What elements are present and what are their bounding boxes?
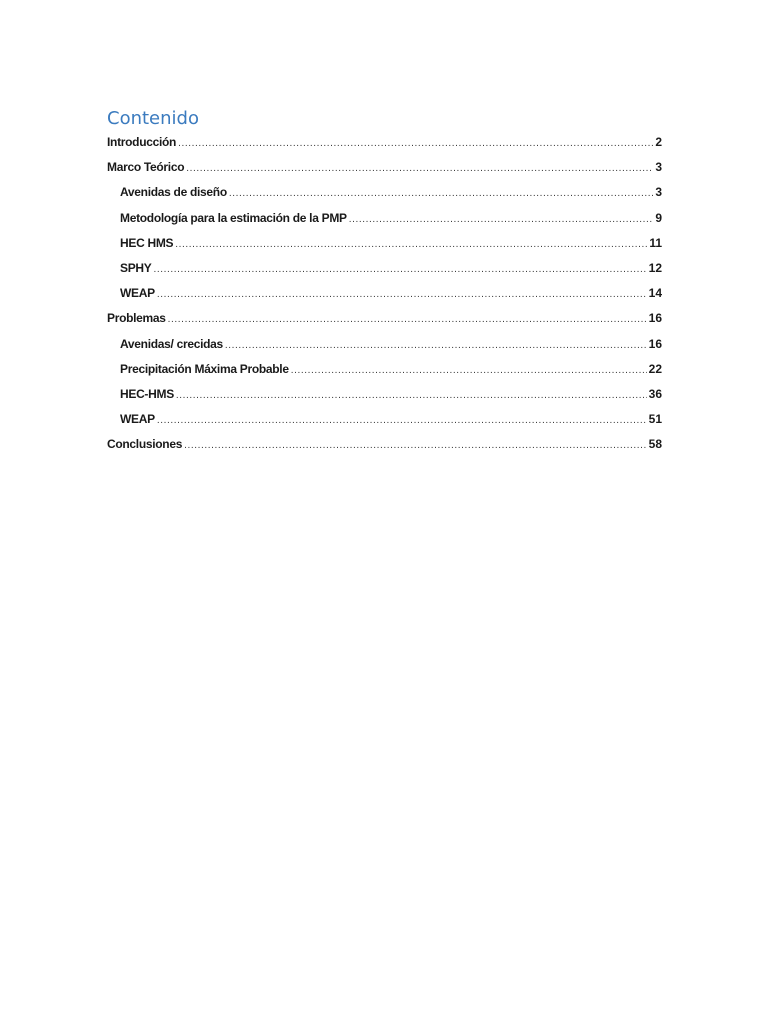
toc-entry-page: 9 xyxy=(655,210,662,225)
toc-entry-page: 36 xyxy=(648,386,662,401)
toc-entry-weap[interactable] xyxy=(107,281,662,306)
toc-entry-sphy[interactable] xyxy=(107,256,662,281)
toc-entry-marco-teorico[interactable] xyxy=(107,155,662,180)
toc-title: Contenido xyxy=(107,108,199,129)
toc-entry-hec-hms-problem[interactable] xyxy=(107,382,662,407)
toc-dot-leader xyxy=(225,332,647,358)
toc-entry-label: WEAP xyxy=(120,412,155,427)
toc-entry-label: HEC-HMS xyxy=(120,386,174,401)
toc-entry-page: 12 xyxy=(648,260,662,275)
toc-entry-metodologia-pmp[interactable] xyxy=(107,206,662,231)
toc-entry-page: 16 xyxy=(648,336,662,351)
toc-entry-page: 14 xyxy=(648,286,662,301)
toc-entry-label: Avenidas de diseño xyxy=(120,185,227,200)
toc-entry-hec-hms[interactable] xyxy=(107,231,662,256)
toc-entry-label: Conclusiones xyxy=(107,437,183,452)
toc-dot-leader xyxy=(184,432,647,458)
toc-dot-leader xyxy=(157,407,647,433)
toc-entry-label: Marco Teórico xyxy=(107,160,185,175)
toc-entry-avenidas-crecidas[interactable] xyxy=(107,332,662,357)
toc-dot-leader xyxy=(176,382,647,408)
toc-entry-page: 3 xyxy=(655,185,662,200)
toc-entry-page: 3 xyxy=(655,160,662,175)
toc-entry-label: HEC HMS xyxy=(120,235,174,250)
toc-entry-page: 2 xyxy=(655,135,662,149)
toc-list xyxy=(107,130,662,457)
toc-entry-precipitacion-maxima[interactable] xyxy=(107,357,662,382)
toc-entry-label: Introducción xyxy=(107,135,177,149)
toc-entry-label: Precipitación Máxima Probable xyxy=(120,361,289,376)
toc-entry-label: Avenidas/ crecidas xyxy=(120,336,223,351)
toc-entry-page: 16 xyxy=(648,311,662,326)
toc-entry-label: Problemas xyxy=(107,311,166,326)
toc-dot-leader xyxy=(157,281,647,307)
toc-dot-leader xyxy=(153,256,646,282)
toc-entry-label: Metodología para la estimación de la PMP xyxy=(120,210,347,225)
toc-entry-conclusiones[interactable] xyxy=(107,432,662,457)
toc-dot-leader xyxy=(178,130,653,156)
toc-entry-weap-problem[interactable] xyxy=(107,407,662,432)
toc-entry-introduccion[interactable] xyxy=(107,130,662,155)
toc-entry-avenidas-de-diseno[interactable] xyxy=(107,180,662,205)
toc-entry-page: 58 xyxy=(648,437,662,452)
toc-dot-leader xyxy=(349,206,654,232)
toc-entry-problemas[interactable] xyxy=(107,306,662,331)
toc-entry-label: WEAP xyxy=(120,286,155,301)
toc-entry-label: SPHY xyxy=(120,260,152,275)
toc-dot-leader xyxy=(175,231,647,257)
toc-dot-leader xyxy=(229,180,653,206)
toc-dot-leader xyxy=(168,306,647,332)
toc-entry-page: 51 xyxy=(648,412,662,427)
toc-dot-leader xyxy=(186,155,653,181)
toc-entry-page: 22 xyxy=(648,361,662,376)
toc-entry-page: 11 xyxy=(649,235,662,250)
toc-dot-leader xyxy=(291,357,647,383)
